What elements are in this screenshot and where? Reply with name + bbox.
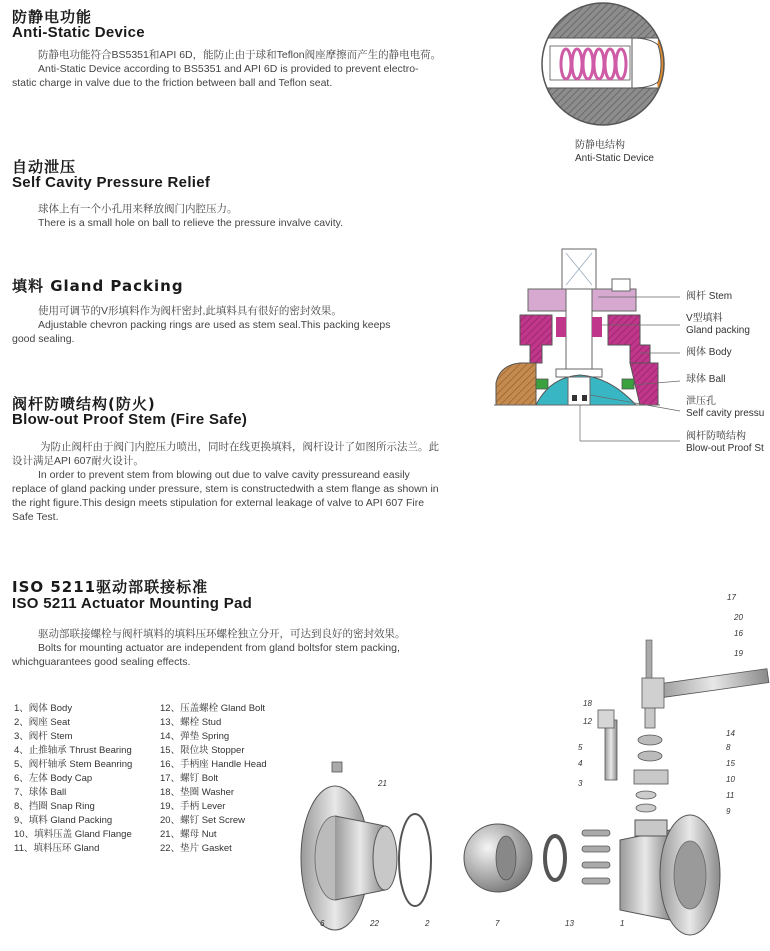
callout-number: 9 [726, 807, 731, 816]
callout-number: 14 [726, 729, 735, 738]
part-item: 18、垫圈 Washer [160, 787, 235, 798]
part-item: 6、左体 Body Cap [14, 773, 93, 784]
part-item: 8、挡圈 Snap Ring [14, 801, 95, 812]
anti-static-body-en: Anti-Static Device according to BS5351 and API 6D is provided to prevent electro-static charge in valve due to the friction between ball and Teflon seat. [12, 63, 419, 89]
iso-title-en: ISO 5211 Actuator Mounting Pad [12, 595, 253, 612]
iso-title-cn: ISO 5211驱动部联接标准 [12, 578, 209, 596]
part-item: 5、阀杆轴承 Stem Beanring [14, 759, 133, 770]
callout-number: 15 [726, 759, 735, 768]
label-packing [686, 313, 750, 337]
anti-static-caption-en: Anti-Static Device [575, 153, 654, 164]
body-right [608, 315, 650, 363]
cavity-relief-title-cn: 自动泄压 [12, 158, 77, 176]
part-item: 14、弹垫 Spring [160, 731, 230, 742]
seat-part [545, 836, 565, 880]
cavity-relief-title-en: Self Cavity Pressure Relief [12, 174, 211, 191]
label-relief [686, 396, 764, 420]
gland-packing-title: 填料 Gland Packing [12, 277, 184, 295]
blowout-title-en: Blow-out Proof Stem (Fire Safe) [12, 411, 248, 428]
cavity-relief-body-en: There is a small hole on ball to relieve the pressure invalve cavity. [38, 217, 344, 229]
part-item: 10、填料压盖 Gland Flange [14, 829, 132, 840]
part-item: 2、阀座 Seat [14, 717, 70, 728]
blowout-title-cn: 阀杆防喷结构(防火) [12, 395, 156, 413]
blowout-body-en: In order to prevent stem from blowing out due to valve cavity pressureand easily replace of gland packing under pressure, stem is constructedwith a stem flange as shown in the right figure.This design meets stipulation for external leakage of valve to API 607 Fire Safe Test. [12, 469, 439, 523]
seat-right [622, 379, 634, 389]
blowout-body [12, 440, 442, 524]
gland-packing-body [12, 304, 412, 346]
callout-number: 18 [583, 699, 592, 708]
part-item: 1、阀体 Body [14, 703, 73, 714]
callout-number: 7 [495, 919, 500, 928]
callout-number: 1 [620, 919, 625, 928]
nut-part [332, 762, 342, 772]
callout-number: 2 [425, 919, 430, 928]
callout-number: 4 [578, 759, 583, 768]
part-item: 13、螺栓 Stud [160, 717, 222, 728]
blowout-body-cn: 为防止阀杆由于阀门内腔压力喷出，同时在线更换填料，阀杆设计了如图所示法兰。此设计满足API 607耐火设计。 [12, 441, 439, 467]
iso-body-en: Bolts for mounting actuator are independent from gland boltsfor stem packing, whichguarantees good sealing effects. [12, 642, 400, 668]
label-relief-en: Self cavity pressu [686, 408, 765, 419]
callout-number: 13 [565, 919, 574, 928]
stem-assembly [598, 698, 668, 812]
label-blowout-en: Blow-out Proof St [686, 443, 764, 454]
callout-number: 10 [726, 775, 735, 784]
label-stem: 阀杆 Stem [686, 291, 733, 302]
studs-part [582, 830, 610, 884]
gasket-part [399, 814, 431, 906]
cavity-relief-body-cn: 球体上有一个小孔用来释放阀门内腔压力。 [38, 203, 238, 215]
callout-number: 11 [726, 791, 735, 800]
callout-number: 19 [734, 649, 743, 658]
iso-body-cn: 驱动部联接螺栓与阀杆填料的填料压环螺栓独立分开，可达到良好的密封效果。 [38, 628, 406, 640]
part-item: 16、手柄座 Handle Head [160, 759, 267, 770]
part-item: 15、限位块 Stopper [160, 745, 245, 756]
gland-packing-body-en: Adjustable chevron packing rings are used as stem seal.This packing keeps good sealing. [12, 319, 391, 345]
gland-packing-body-cn: 使用可调节的V形填料作为阀杆密封,此填料具有很好的密封效果。 [38, 305, 342, 317]
callout-number: 8 [726, 743, 731, 752]
part-item: 20、螺钉 Set Screw [160, 815, 245, 826]
callout-number: 12 [583, 717, 592, 726]
label-body: 阀体 Body [686, 347, 732, 358]
callout-number: 20 [734, 613, 743, 622]
part-item: 12、压盖螺栓 Gland Bolt [160, 703, 266, 714]
stem-shaft [566, 289, 592, 375]
anti-static-diagram [540, 0, 670, 135]
callout-number: 16 [734, 629, 743, 638]
body-left [520, 315, 552, 363]
callout-number: 6 [320, 919, 325, 928]
lever-part [642, 640, 769, 708]
label-ball: 球体 Ball [686, 374, 726, 385]
parts-list-col2 [160, 702, 267, 856]
parts-list-col1 [14, 702, 132, 856]
callout-number: 22 [370, 919, 379, 928]
part-item: 4、止推轴承 Thrust Bearing [14, 745, 132, 756]
exploded-view-diagram [290, 590, 770, 940]
part-item: 11、填料压环 Gland [14, 843, 100, 854]
callout-number: 17 [727, 593, 736, 602]
anti-static-body [12, 48, 442, 90]
label-packing-en: Gland packing [686, 325, 750, 336]
anti-static-body-cn: 防静电功能符合BS5351和API 6D，能防止由于球和Teflon阀座摩擦而产生的静电电荷。 [38, 49, 442, 61]
callout-number: 21 [378, 779, 387, 788]
body-brown [496, 363, 536, 405]
label-blowout-cn: 阀杆防喷结构 [686, 431, 746, 442]
anti-static-caption [575, 139, 654, 165]
part-item: 3、阀杆 Stem [14, 731, 73, 742]
label-relief-cn: 泄压孔 [686, 396, 716, 407]
body-part [620, 815, 720, 935]
part-item: 21、螺母 Nut [160, 829, 217, 840]
body-cap-part [301, 786, 397, 930]
anti-static-title-cn: 防静电功能 [12, 8, 93, 26]
cavity-relief-body [12, 202, 442, 230]
callout-number: 3 [578, 779, 583, 788]
part-item: 22、垫片 Gasket [160, 843, 232, 854]
callout-number: 5 [578, 743, 583, 752]
part-item: 9、填料 Gland Packing [14, 815, 113, 826]
valve-section-diagram [490, 245, 690, 445]
part-item: 19、手柄 Lever [160, 801, 226, 812]
label-blowout [686, 431, 764, 455]
label-packing-cn: V型填料 [686, 313, 723, 324]
part-item: 17、螺钉 Bolt [160, 773, 219, 784]
seat-left [536, 379, 548, 389]
anti-static-title-en: Anti-Static Device [12, 24, 145, 41]
part-item: 7、球体 Ball [14, 787, 67, 798]
anti-static-caption-cn: 防静电结构 [575, 140, 625, 151]
